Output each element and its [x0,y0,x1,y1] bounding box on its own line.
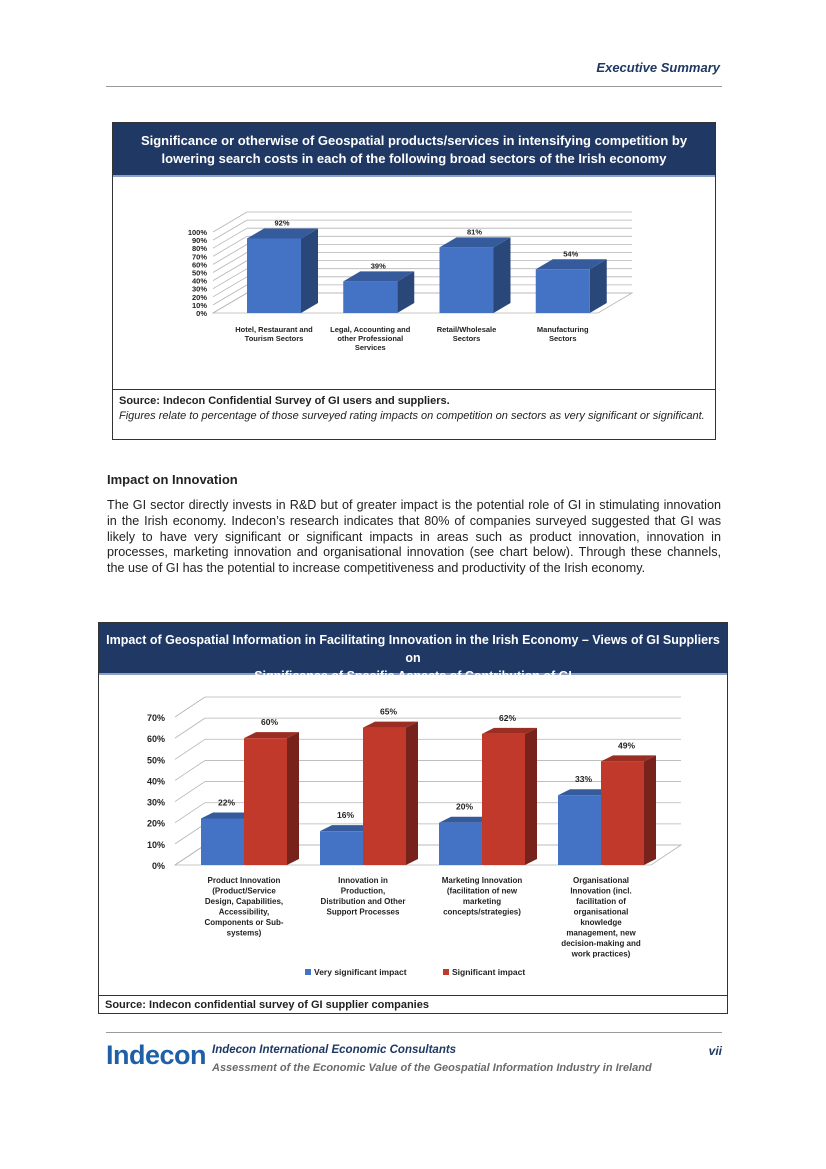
bar-very-significant-3 [439,823,482,865]
x-tick-label: work practices) [571,949,631,959]
bar-2 [343,281,397,313]
y-tick-label: 70% [146,713,165,723]
bar-significant-1 [244,738,287,865]
figure-1-title-line-1: Significance or otherwise of Geospatial products/services in intensifying competition by [140,133,688,148]
grid-diagonal [213,236,247,256]
bar-1-side [301,228,318,313]
y-tick-label: 20% [146,818,165,829]
x-tick-label: Innovation (incl. [570,886,632,896]
y-tick-label: 60% [146,734,165,745]
x-tick-label: knowledge [580,918,622,927]
data-label: 62% [498,712,517,723]
x-tick-label: systems) [226,928,262,938]
figure-2-title [99,623,727,683]
figure-2-source-label: Source: Indecon confidential survey of GI supplier companies [105,999,429,1011]
legend-label-2: Significant impact [452,967,526,977]
x-tick-label: management, new [566,928,636,938]
y-tick-label: 10% [191,300,207,310]
grid-diagonal [175,760,205,780]
figure-2-title-line-1: Impact of Geospatial Information in Facilitating Innovation in the Irish Economy – Views of GI Suppliers on [106,633,720,665]
figure-2-box [98,622,728,1014]
data-label: 65% [379,706,398,717]
figure-1-title-line-2: lowering search costs in each of the following broad sectors of the Irish economy [161,151,667,166]
footer-rule [106,1032,722,1033]
legend-swatch-2 [443,969,449,975]
indecon-logo: Indecon [106,1040,207,1070]
y-tick-label: 60% [191,260,207,270]
bar-very-significant-4 [558,795,601,865]
y-tick-label: 50% [191,268,207,278]
data-label: 92% [274,218,290,228]
figure-2-title-line-2: Significance of Specific Aspects of Contribution of GI [254,669,572,683]
figure-1-source [113,389,715,439]
footer-report-title: Assessment of the Economic Value of the Geospatial Information Industry in Ireland [212,1062,652,1074]
section-paragraph: The GI sector directly invests in R&D but of greater impact is the potential role of GI in stimulating innovation in the Irish economy. Indecon’s research indicates that 80% of companies surveyed suggested that GI was likely to have very significant or significant impacts in areas such as product innovation, innovation in processes, marketing innovation and organisational innovation (see chart below). Through these channels, the use of GI has the potential to increase competitiveness and productivity of the Irish economy. [107,498,721,576]
grid-diagonal [213,228,247,248]
x-tick-label: Components or Sub- [204,918,284,927]
grid-diagonal [175,782,205,802]
y-tick-label: 30% [191,284,207,294]
x-tick-label: Hotel, Restaurant and [235,325,313,334]
y-tick-label: 10% [146,839,165,850]
x-tick-label: Marketing Innovation [441,876,523,885]
grid-diagonal [213,220,247,240]
page-number: vii [708,1044,722,1058]
data-label: 33% [574,774,593,785]
data-label: 16% [336,810,355,821]
grid-diagonal [213,269,247,289]
x-tick-label: Accessibility, [218,907,270,917]
grid-diagonal [213,212,247,232]
grid-diagonal [175,697,205,717]
figure-1-source-label: Source: Indecon Confidential Survey of GI users and suppliers. [119,395,450,407]
x-tick-label: Retail/Wholesale [436,325,497,334]
y-tick-label: 100% [187,228,207,237]
grid-diagonal [213,277,247,297]
grid-diagonal [213,244,247,264]
grid-diagonal [213,285,247,305]
bar-4 [536,269,590,313]
x-tick-label: (Product/Service [212,886,276,896]
grid-diagonal [213,261,247,281]
x-tick-label: Support Processes [326,907,400,917]
x-tick-label: concepts/strategies) [443,907,521,917]
grid-diagonal [175,824,205,844]
bar-3-side [494,237,511,313]
bar-very-significant-2 [320,831,363,865]
data-label: 54% [563,249,579,259]
grid-diagonal [175,718,205,738]
x-tick-label: (facilitation of new [446,886,518,896]
bar-significant-4-side [644,755,656,865]
x-tick-label: Design, Capabilities, [204,897,284,906]
y-tick-label: 50% [146,755,165,766]
figure-1-box [112,122,716,440]
x-tick-label: Innovation in [338,876,388,885]
figure-2-chart [99,677,727,995]
y-tick-label: 0% [151,861,165,871]
data-label: 81% [466,227,483,237]
header-rule [106,86,722,87]
bar-significant-3-side [525,728,537,865]
x-tick-label: Product Innovation [207,876,281,885]
bar-very-significant-1 [201,818,244,865]
bar-3 [440,247,494,313]
y-tick-label: 40% [191,276,207,286]
bar-significant-3 [482,734,525,865]
x-tick-label: Organisational [572,876,630,885]
legend-label-1: Very significant impact [314,967,407,977]
x-tick-label: Production, [340,886,386,896]
y-tick-label: 0% [196,309,207,318]
data-label: 60% [260,717,279,728]
x-tick-label: Distribution and Other [320,897,406,906]
footer-company: Indecon International Economic Consultants [212,1044,457,1056]
bar-significant-2-side [406,722,418,865]
section-heading: Impact on Innovation [107,472,238,487]
y-tick-label: 80% [191,244,207,254]
x-tick-label: decision-making and [561,939,641,948]
running-header: Executive Summary [596,60,720,75]
bar-significant-2 [363,728,406,865]
x-tick-label: Legal, Accounting and [330,325,411,334]
x-tick-label: Services [354,343,386,352]
data-label: 39% [370,261,386,271]
y-tick-label: 20% [191,292,207,302]
y-tick-label: 70% [191,252,207,262]
figure-1-title [113,123,715,177]
x-tick-label: other Professional [337,334,404,343]
x-tick-label: Sectors [452,334,481,343]
bar-significant-4 [601,761,644,865]
bar-significant-1-side [287,732,299,865]
figure-2-source [99,995,727,1013]
bar-1 [247,238,301,313]
y-tick-label: 30% [146,797,165,808]
y-tick-label: 90% [191,236,207,246]
x-tick-label: Manufacturing [536,325,589,334]
x-tick-label: Tourism Sectors [244,334,304,343]
grid-diagonal [213,253,247,273]
x-tick-label: marketing [462,897,502,906]
grid-diagonal [175,803,205,823]
figure-1-note: Figures relate to percentage of those surveyed rating impacts on competition on sectors as very significant or significant. [119,410,705,422]
grid-diagonal [175,739,205,759]
legend-swatch-1 [305,969,311,975]
figure-1-chart [113,179,715,389]
x-tick-label: facilitation of [576,897,626,906]
data-label: 22% [217,797,236,808]
data-label: 49% [617,740,636,751]
x-tick-label: organisational [573,907,629,917]
y-tick-label: 40% [146,776,165,787]
x-tick-label: Sectors [548,334,577,343]
data-label: 20% [455,801,474,812]
